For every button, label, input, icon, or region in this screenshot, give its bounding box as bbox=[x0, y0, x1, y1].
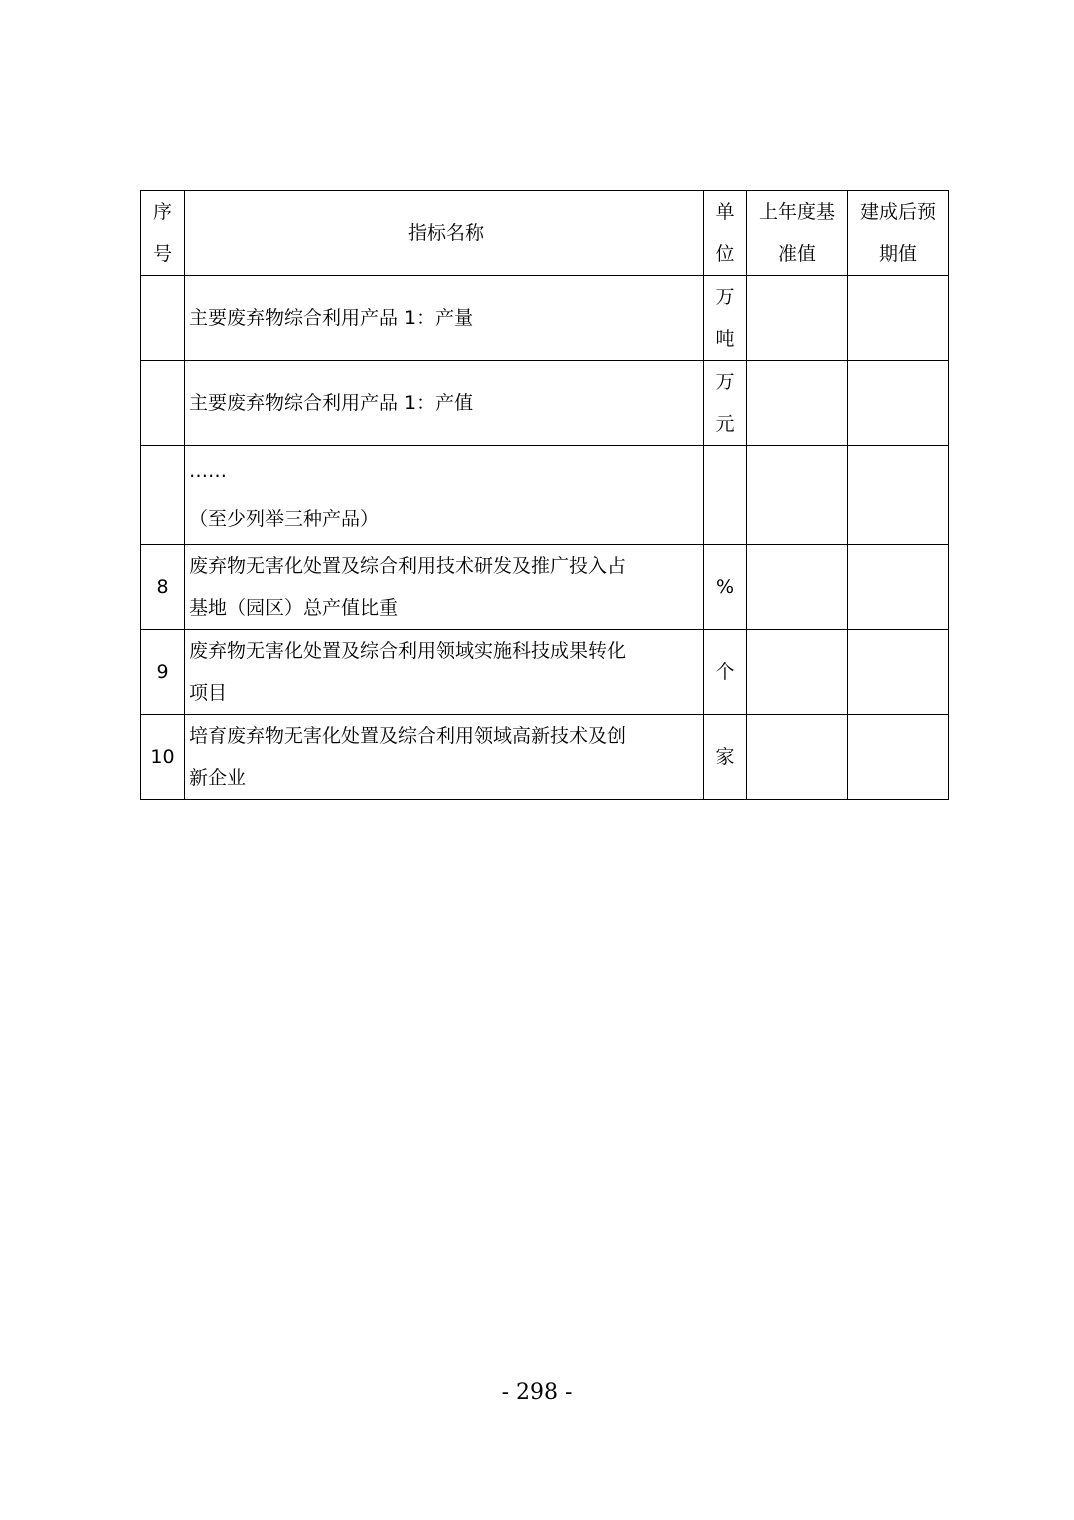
header-expected: 建成后预 期值 bbox=[848, 191, 949, 276]
row-unit: % bbox=[704, 545, 747, 630]
row-name: …… （至少列举三种产品） bbox=[185, 446, 704, 545]
table-header-row bbox=[141, 191, 949, 276]
header-unit: 单 位 bbox=[704, 191, 747, 276]
row-expected bbox=[848, 276, 949, 361]
header-seq: 序 号 bbox=[141, 191, 185, 276]
header-name: 指标名称 bbox=[185, 191, 704, 276]
row-seq bbox=[141, 276, 185, 361]
row-seq: 9 bbox=[141, 630, 185, 715]
row-baseline bbox=[747, 361, 848, 446]
table-row bbox=[141, 715, 949, 800]
row-baseline bbox=[747, 715, 848, 800]
row-name: 培育废弃物无害化处置及综合利用领域高新技术及创 新企业 bbox=[185, 715, 704, 800]
row-seq bbox=[141, 361, 185, 446]
row-seq bbox=[141, 446, 185, 545]
row-unit: 万 吨 bbox=[704, 276, 747, 361]
table-row bbox=[141, 361, 949, 446]
row-unit bbox=[704, 446, 747, 545]
row-expected bbox=[848, 545, 949, 630]
table-row bbox=[141, 630, 949, 715]
row-baseline bbox=[747, 446, 848, 545]
row-baseline bbox=[747, 276, 848, 361]
table-row bbox=[141, 276, 949, 361]
row-seq: 8 bbox=[141, 545, 185, 630]
header-baseline: 上年度基 准值 bbox=[747, 191, 848, 276]
row-expected bbox=[848, 361, 949, 446]
row-seq: 10 bbox=[141, 715, 185, 800]
row-name: 废弃物无害化处置及综合利用领域实施科技成果转化 项目 bbox=[185, 630, 704, 715]
indicator-table bbox=[140, 190, 949, 800]
table-row bbox=[141, 545, 949, 630]
row-name: 废弃物无害化处置及综合利用技术研发及推广投入占 基地（园区）总产值比重 bbox=[185, 545, 704, 630]
row-unit: 个 bbox=[704, 630, 747, 715]
row-baseline bbox=[747, 545, 848, 630]
row-baseline bbox=[747, 630, 848, 715]
row-name: 主要废弃物综合利用产品 1：产值 bbox=[185, 361, 704, 446]
row-expected bbox=[848, 630, 949, 715]
row-unit: 家 bbox=[704, 715, 747, 800]
row-expected bbox=[848, 715, 949, 800]
page-number: - 298 - bbox=[501, 1380, 573, 1405]
row-expected bbox=[848, 446, 949, 545]
row-unit: 万 元 bbox=[704, 361, 747, 446]
table-row bbox=[141, 446, 949, 545]
row-name: 主要废弃物综合利用产品 1：产量 bbox=[185, 276, 704, 361]
